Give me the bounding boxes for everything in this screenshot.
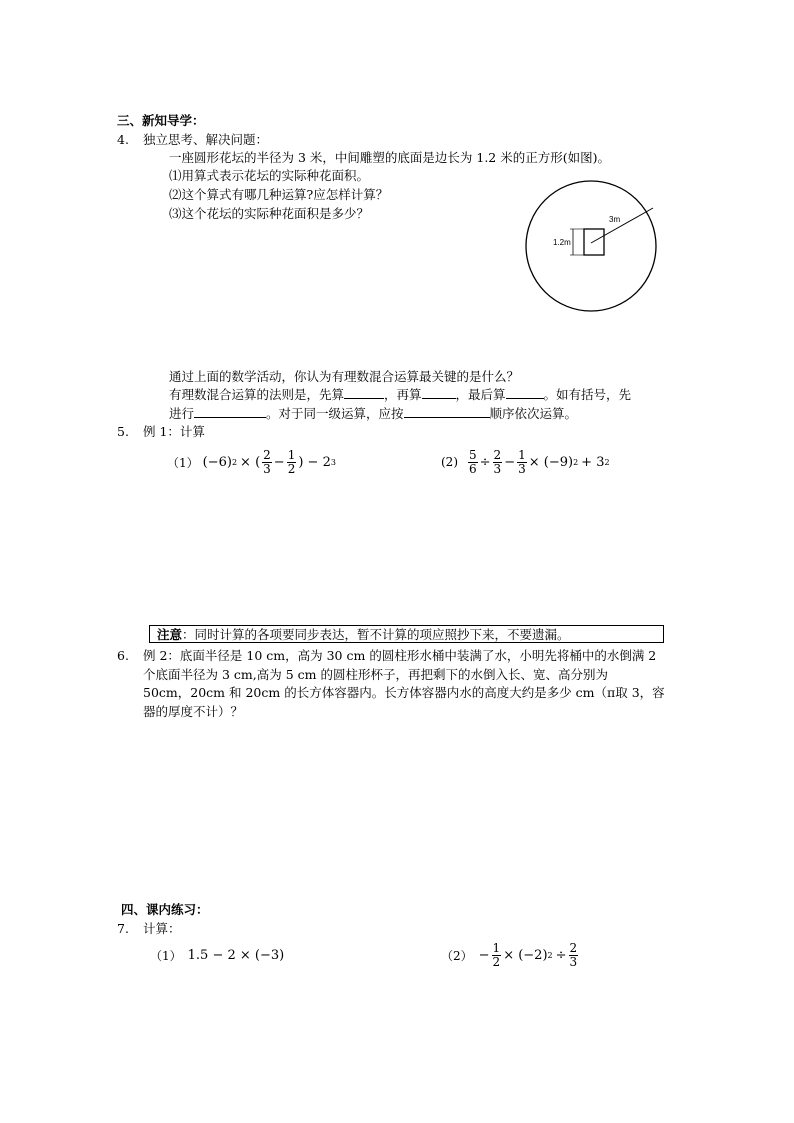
q7-number: 7.	[117, 921, 129, 936]
blank-first-op[interactable]	[344, 386, 384, 399]
radius-label: 3m	[609, 215, 621, 224]
q4-reflect: 通过上面的数学活动，你认为有理数混合运算最关键的是什么？	[169, 369, 520, 384]
fraction: $\frac{2}{3}$	[569, 940, 578, 969]
q6-line1: 例 2：底面半径是 10 cm，高为 30 cm 的圆柱形水桶中装满了水，小明先将桶中的水倒满 2	[143, 648, 657, 663]
section4-heading: 四、课内练习：	[121, 902, 209, 917]
example1-problem2: (2) $\frac{5}{6}$ ÷ $\frac{2}{3}$ − $\frac{1}{3}$ × (−9) 2 + 3 2	[441, 447, 610, 476]
q6-number: 6.	[117, 648, 129, 663]
q4-number: 4.	[117, 132, 129, 147]
p2-label: (2)	[441, 455, 458, 469]
q4-sub2: ⑵这个算式有哪几种运算?应怎样计算？	[169, 187, 389, 202]
fraction: $\frac{2}{3}$	[493, 447, 502, 476]
note-body: ：同时计算的各项要同步表达，暂不计算的项应照抄下来，不要遗漏。	[182, 627, 570, 642]
practice-problem2: （2） − $\frac{1}{2}$ × (−2) 2 ÷ $\frac{2}{3}$	[441, 940, 578, 969]
fraction: $\frac{1}{3}$	[518, 447, 526, 476]
practice-problem1	[150, 944, 284, 966]
q7-p2-label: （2）	[441, 948, 473, 963]
p1-label: （1）	[167, 455, 199, 470]
rule-text-e: 进行	[169, 406, 195, 421]
rule-text-a: 有理数混合运算的法则是，先算	[169, 387, 345, 402]
q4-sub1: ⑴用算式表示花坛的实际种花面积。	[169, 168, 370, 183]
example1-problem1: （1） (−6) 2 × ( $\frac{2}{3}$ − $\frac{1}{2}$ ) − 2 3	[167, 447, 336, 476]
note-text	[157, 626, 570, 643]
blank-second-op[interactable]	[422, 386, 456, 399]
rule-line-2	[169, 405, 577, 422]
blank-last-op[interactable]	[506, 386, 544, 399]
q4-title: 独立思考、解决问题：	[143, 132, 269, 147]
side-label: 1.2m	[553, 238, 571, 247]
rule-text-d: 。如有括号，先	[543, 387, 632, 402]
flowerbed-figure	[520, 178, 662, 314]
rule-line-1	[169, 386, 631, 403]
fraction: $\frac{5}{6}$	[469, 447, 477, 476]
rule-text-c: ，最后算	[455, 387, 506, 402]
flowerbed-circle	[526, 181, 656, 311]
fraction: $\frac{2}{3}$	[263, 447, 271, 476]
q7-p1-expr: 1.5 − 2 × (−3)	[187, 947, 285, 963]
radius-line	[591, 208, 653, 243]
blank-bracket[interactable]	[194, 405, 266, 418]
blank-order[interactable]	[404, 405, 490, 418]
sculpture-square	[584, 229, 604, 255]
q5-number: 5.	[117, 424, 129, 439]
q7-p1-label: （1）	[150, 948, 182, 963]
fraction: $\frac{1}{2}$	[492, 940, 501, 969]
note-label: 注意	[157, 627, 183, 642]
rule-text-b: ，再算	[384, 387, 422, 402]
q6-line3: 50cm，20cm 和 20cm 的长方体容器内。长方体容器内水的高度大约是多少 cm（π取 3，容	[143, 685, 665, 700]
q4-sub3: ⑶这个花坛的实际种花面积是多少？	[169, 206, 370, 221]
rule-text-f: 。对于同一级运算，应按	[266, 406, 404, 421]
q7-title: 计算：	[143, 921, 181, 936]
q6-line4: 器的厚度不计）？	[143, 704, 244, 719]
q4-problem: 一座圆形花坛的半径为 3 米，中间雕塑的底面是边长为 1.2 米的正方形(如图)。	[169, 150, 610, 165]
fraction: $\frac{1}{2}$	[287, 447, 296, 476]
section3-heading: 三、新知导学：	[117, 113, 205, 128]
q6-line2: 个底面半径为 3 cm,高为 5 cm 的圆柱形杯子，再把剩下的水倒入长、宽、高分别为	[143, 667, 608, 682]
q5-title: 例 1：计算	[143, 424, 205, 439]
rule-text-g: 顺序依次运算。	[489, 406, 578, 421]
